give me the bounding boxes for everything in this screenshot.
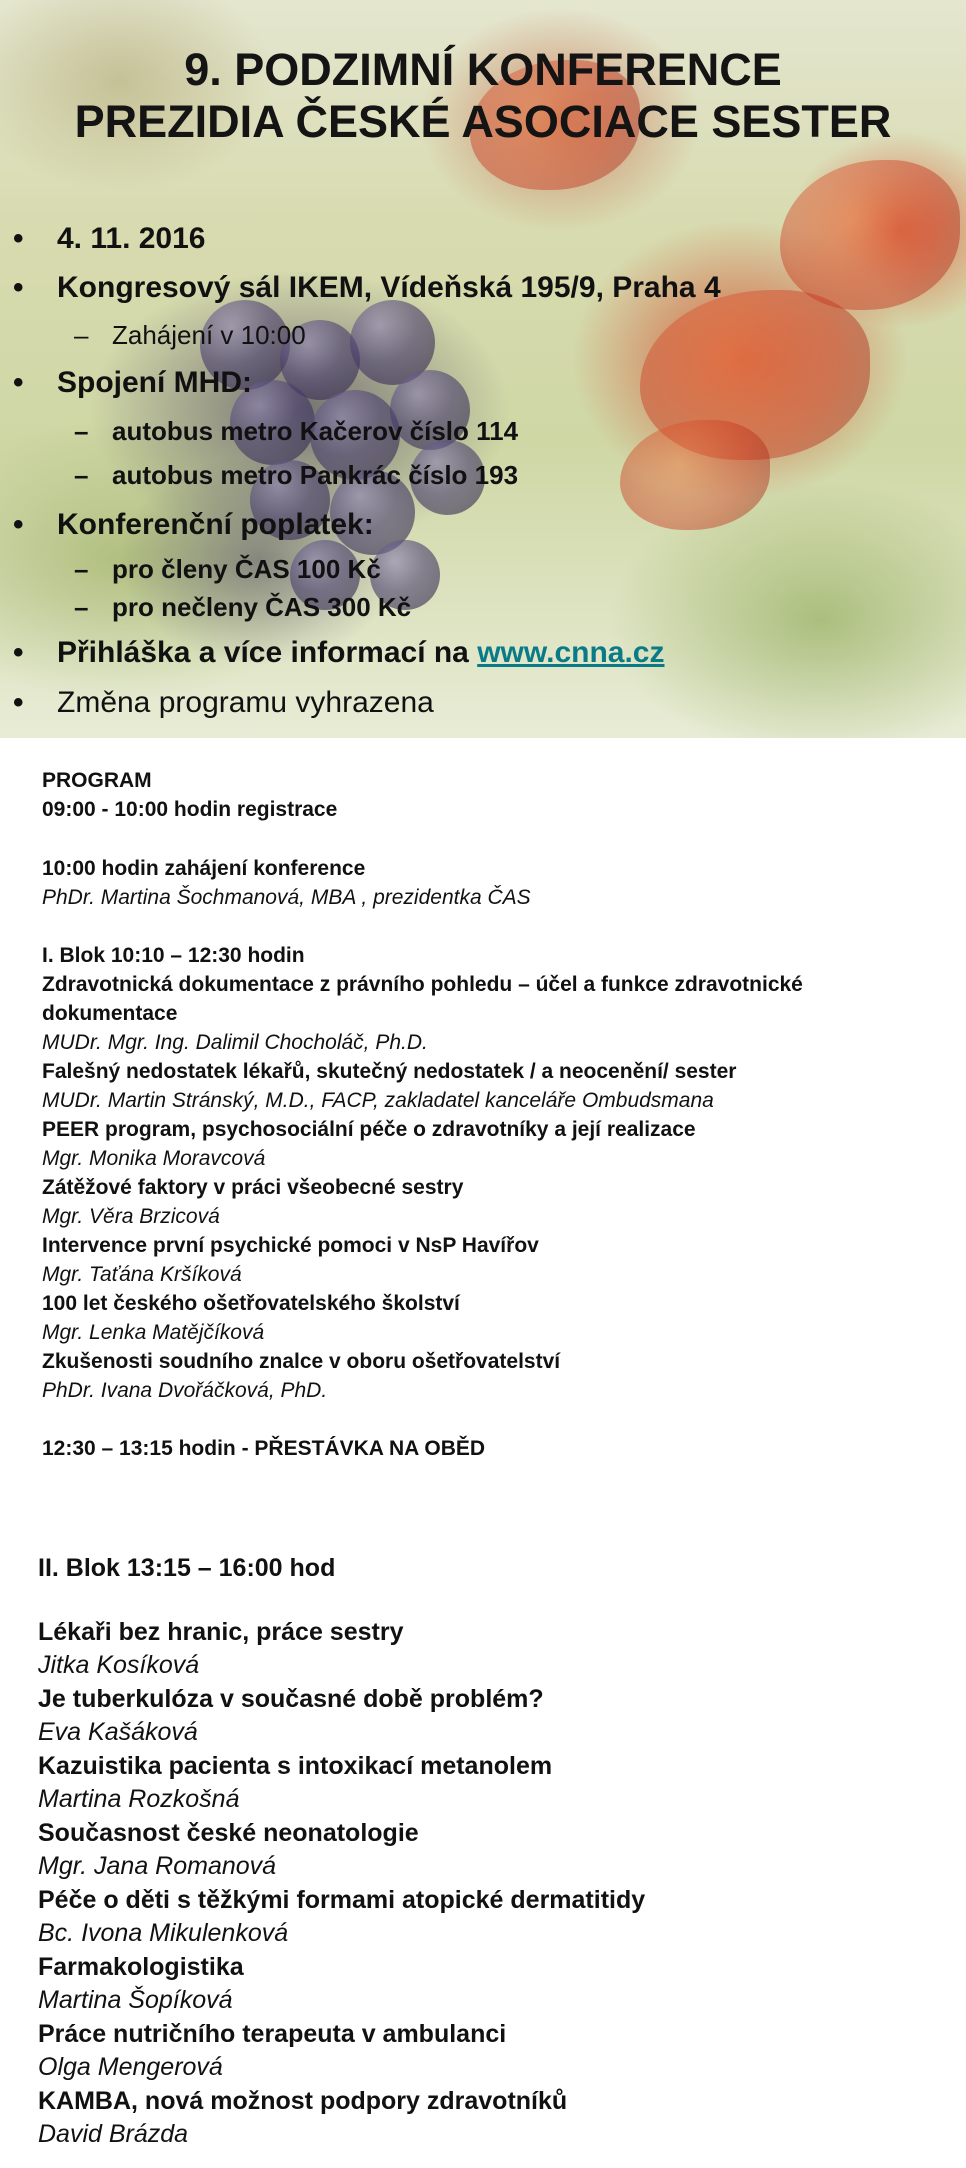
program-change-note: • Změna programu vyhrazena <box>57 686 434 720</box>
block2-talk8-speaker: David Brázda <box>38 2120 189 2148</box>
title-line-2: PREZIDIA ČESKÉ ASOCIACE SESTER <box>74 96 892 147</box>
block1-talk5-speaker: Mgr. Taťána Kršíková <box>42 1263 242 1286</box>
block2-talk3-title: Kazuistika pacienta s intoxikací metanolem <box>38 1752 553 1780</box>
bus-line-2: – autobus metro Pankrác číslo 193 <box>112 460 518 491</box>
event-opening-time: – Zahájení v 10:00 <box>112 320 306 351</box>
header-banner <box>0 0 966 738</box>
transport-heading: • Spojení MHD: <box>57 366 252 400</box>
block1-heading: I. Blok 10:10 – 12:30 hodin <box>42 944 305 967</box>
fee-members: – pro členy ČAS 100 Kč <box>112 554 381 585</box>
block1-talk7-title: Zkušenosti soudního znalce v oboru ošetřovatelství <box>42 1350 561 1373</box>
fee-nonmembers: – pro nečleny ČAS 300 Kč <box>112 592 411 623</box>
block1-talk5-title: Intervence první psychické pomoci v NsP Havířov <box>42 1234 539 1257</box>
block1-talk4-title: Zátěžové faktory v práci všeobecné sestry <box>42 1176 464 1199</box>
title-line-1: 9. PODZIMNÍ KONFERENCE <box>184 44 782 95</box>
block2-talk7-speaker: Olga Mengerová <box>38 2053 223 2081</box>
block2-talk1-title: Lékaři bez hranic, práce sestry <box>38 1618 404 1646</box>
block2-talk4-speaker: Mgr. Jana Romanová <box>38 1852 277 1880</box>
opening-speaker: PhDr. Martina Šochmanová, MBA , prezidentka ČAS <box>42 886 531 909</box>
block2-talk1-speaker: Jitka Kosíková <box>38 1651 200 1679</box>
block1-talk6-speaker: Mgr. Lenka Matějčíková <box>42 1321 265 1344</box>
block1-talk1-title: Zdravotnická dokumentace z právního pohledu – účel a funkce zdravotnické <box>42 973 803 996</box>
block1-talk6-title: 100 let českého ošetřovatelského školství <box>42 1292 460 1315</box>
block1-talk2-title: Falešný nedostatek lékařů, skutečný nedostatek / a neocenění/ sester <box>42 1060 737 1083</box>
block1-talk2-speaker: MUDr. Martin Stránský, M.D., FACP, zakladatel kanceláře Ombudsmana <box>42 1089 714 1112</box>
block2-talk8-title: KAMBA, nová možnost podpory zdravotníků <box>38 2087 568 2115</box>
block1-talk7-speaker: PhDr. Ivana Dvořáčková, PhD. <box>42 1379 328 1402</box>
registration-info <box>57 636 664 670</box>
block2-talk5-title: Péče o děti s těžkými formami atopické dermatitidy <box>38 1886 646 1914</box>
conference-title <box>0 44 966 148</box>
block1-talk4-speaker: Mgr. Věra Brzicová <box>42 1205 220 1228</box>
block2-heading: II. Blok 13:15 – 16:00 hod <box>38 1554 336 1582</box>
block2-talk2-title: Je tuberkulóza v současné době problém? <box>38 1685 544 1713</box>
fee-heading: • Konferenční poplatek: <box>57 508 374 542</box>
block2-talk4-title: Současnost české neonatologie <box>38 1819 419 1847</box>
block2-talk6-speaker: Martina Šopíková <box>38 1986 233 2014</box>
cnna-website-link[interactable]: www.cnna.cz <box>477 636 665 669</box>
event-date: • 4. 11. 2016 <box>57 222 205 256</box>
block2-talk3-speaker: Martina Rozkošná <box>38 1785 240 1813</box>
program-heading: PROGRAM <box>42 769 152 792</box>
opening-time: 10:00 hodin zahájení konference <box>42 857 366 880</box>
lunch-break: 12:30 – 13:15 hodin - PŘESTÁVKA NA OBĚD <box>42 1437 486 1460</box>
bus-line-1: – autobus metro Kačerov číslo 114 <box>112 416 518 447</box>
block1-talk3-speaker: Mgr. Monika Moravcová <box>42 1147 266 1170</box>
event-venue: • Kongresový sál IKEM, Vídeňská 195/9, Praha 4 <box>57 271 721 305</box>
block2-talk6-title: Farmakologistika <box>38 1953 244 1981</box>
block2-talk5-speaker: Bc. Ivona Mikulenková <box>38 1919 289 1947</box>
block1-talk3-title: PEER program, psychosociální péče o zdravotníky a její realizace <box>42 1118 696 1141</box>
registration-time: 09:00 - 10:00 hodin registrace <box>42 798 338 821</box>
block2-talk7-title: Práce nutričního terapeuta v ambulanci <box>38 2020 507 2048</box>
registration-prefix: Přihláška a více informací na <box>57 636 478 669</box>
block1-talk1-title-cont: dokumentace <box>42 1002 178 1025</box>
block2-talk2-speaker: Eva Kašáková <box>38 1718 198 1746</box>
block1-talk1-speaker: MUDr. Mgr. Ing. Dalimil Chocholáč, Ph.D. <box>42 1031 428 1054</box>
